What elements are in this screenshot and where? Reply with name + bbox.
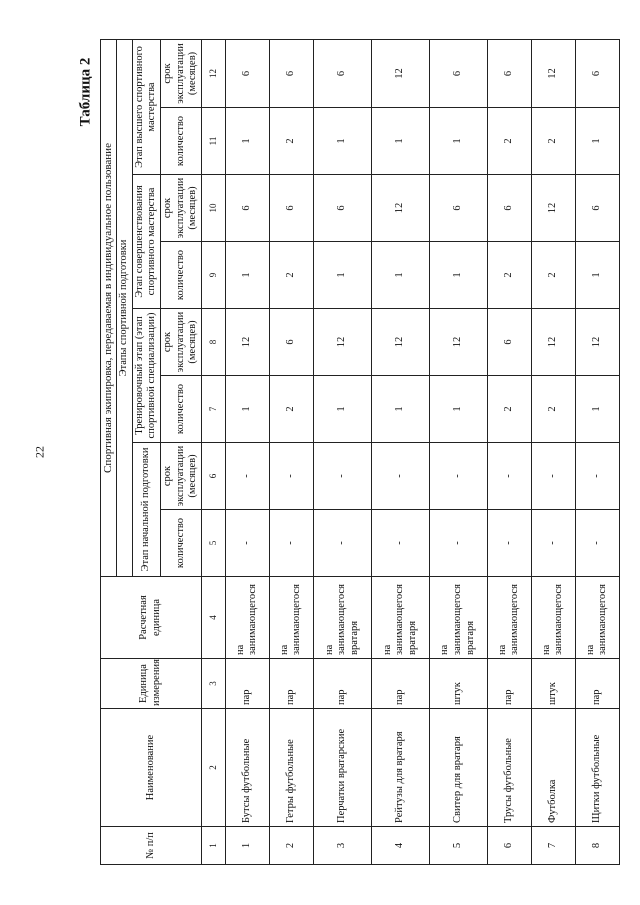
item-calc-unit: на занимающегося: [575, 577, 619, 659]
term-cell: 12: [371, 39, 429, 107]
quantity-cell: -: [575, 510, 619, 577]
term-cell: 6: [225, 39, 269, 107]
table-row: [487, 39, 531, 864]
quantity-cell: 1: [314, 242, 372, 309]
quantity-cell: -: [225, 510, 269, 577]
item-name: Футболка: [531, 709, 575, 827]
term-cell: 6: [487, 39, 531, 107]
page-number: 22: [32, 446, 47, 458]
header-qty: количество: [160, 510, 201, 577]
quantity-cell: 1: [429, 376, 487, 443]
item-name: Бутсы футбольные: [225, 709, 269, 827]
item-calc-unit: на занимающегося: [531, 577, 575, 659]
table-caption: Таблица 2: [77, 57, 94, 127]
table-row: [371, 39, 429, 864]
quantity-cell: 1: [371, 376, 429, 443]
header-term: срок эксплуатации (месяцев): [160, 175, 201, 242]
term-cell: 6: [429, 39, 487, 107]
quantity-cell: 2: [269, 376, 313, 443]
column-number: 7: [201, 376, 225, 443]
column-number: 11: [201, 108, 225, 175]
quantity-cell: 2: [531, 376, 575, 443]
item-unit: пар: [269, 659, 313, 709]
column-number: 10: [201, 175, 225, 242]
term-cell: 6: [225, 175, 269, 242]
header-qty: количество: [160, 108, 201, 175]
item-unit: штук: [531, 659, 575, 709]
item-name: Трусы футбольные: [487, 709, 531, 827]
item-calc-unit: на занимающегося: [487, 577, 531, 659]
column-number: 4: [201, 577, 225, 659]
equipment-table: [100, 39, 620, 865]
column-number: 9: [201, 242, 225, 309]
item-unit: пар: [575, 659, 619, 709]
column-number: 6: [201, 443, 225, 510]
item-name: Гетры футбольные: [269, 709, 313, 827]
header-stages-title: Этапы спортивной подготовки: [117, 39, 133, 576]
item-unit: пар: [314, 659, 372, 709]
table-body: [201, 39, 619, 864]
item-name: Перчатки вратарские: [314, 709, 372, 827]
quantity-cell: 1: [575, 108, 619, 175]
term-cell: 6: [269, 39, 313, 107]
quantity-cell: 1: [225, 376, 269, 443]
quantity-cell: 2: [269, 242, 313, 309]
table-row: [314, 39, 372, 864]
term-cell: 12: [531, 175, 575, 242]
header-no: № п/п: [101, 827, 202, 865]
term-cell: 6: [575, 175, 619, 242]
column-number-row: [201, 39, 225, 864]
column-number: 1: [201, 827, 225, 865]
item-unit: пар: [225, 659, 269, 709]
quantity-cell: 2: [531, 108, 575, 175]
item-unit: штук: [429, 659, 487, 709]
term-cell: -: [575, 443, 619, 510]
term-cell: 12: [531, 309, 575, 376]
quantity-cell: -: [269, 510, 313, 577]
item-calc-unit: на занимающегося вратаря: [429, 577, 487, 659]
quantity-cell: -: [314, 510, 372, 577]
row-number: 6: [487, 827, 531, 865]
quantity-cell: -: [429, 510, 487, 577]
row-number: 1: [225, 827, 269, 865]
column-number: 3: [201, 659, 225, 709]
quantity-cell: 1: [225, 242, 269, 309]
quantity-cell: 2: [487, 108, 531, 175]
quantity-cell: 1: [371, 108, 429, 175]
quantity-cell: 2: [269, 108, 313, 175]
header-stage-2: Тренировочный этап (этап спортивной специализации): [132, 309, 160, 443]
quantity-cell: 1: [225, 108, 269, 175]
item-calc-unit: на занимающегося: [269, 577, 313, 659]
header-calc-unit: Расчетная единица: [101, 577, 202, 659]
term-cell: 12: [575, 309, 619, 376]
item-name: Рейтузы для вратаря: [371, 709, 429, 827]
column-number: 5: [201, 510, 225, 577]
header-qty: количество: [160, 376, 201, 443]
term-cell: 12: [371, 175, 429, 242]
header-name: Наименование: [101, 709, 202, 827]
header-group-title: Спортивная экипировка, передаваемая в индивидуальное пользование: [101, 39, 117, 576]
quantity-cell: 1: [371, 242, 429, 309]
term-cell: -: [314, 443, 372, 510]
header-stage-1: Этап начальной подготовки: [132, 443, 160, 577]
term-cell: 6: [269, 309, 313, 376]
term-cell: 6: [314, 39, 372, 107]
term-cell: -: [269, 443, 313, 510]
quantity-cell: 1: [314, 376, 372, 443]
header-stage-4: Этап высшего спортивного мастерства: [132, 39, 160, 174]
item-unit: пар: [371, 659, 429, 709]
term-cell: 12: [531, 39, 575, 107]
row-number: 5: [429, 827, 487, 865]
quantity-cell: 2: [487, 376, 531, 443]
row-number: 2: [269, 827, 313, 865]
header-term: срок эксплуатации (месяцев): [160, 39, 201, 107]
header-unit: Единица измерения: [101, 659, 202, 709]
item-calc-unit: на занимающегося вратаря: [371, 577, 429, 659]
term-cell: 6: [269, 175, 313, 242]
term-cell: -: [487, 443, 531, 510]
table-row: [575, 39, 619, 864]
header-term: срок эксплуатации (месяцев): [160, 443, 201, 510]
row-number: 8: [575, 827, 619, 865]
term-cell: 6: [314, 175, 372, 242]
header-qty: количество: [160, 242, 201, 309]
table-row: [269, 39, 313, 864]
item-name: Свитер для вратаря: [429, 709, 487, 827]
table-row: [531, 39, 575, 864]
header-stage-3: Этап совершенствования спортивного мастерства: [132, 175, 160, 309]
term-cell: 12: [314, 309, 372, 376]
term-cell: 12: [429, 309, 487, 376]
item-unit: пар: [487, 659, 531, 709]
term-cell: 12: [225, 309, 269, 376]
quantity-cell: 2: [487, 242, 531, 309]
header-term: срок эксплуатации (месяцев): [160, 309, 201, 376]
quantity-cell: -: [371, 510, 429, 577]
quantity-cell: 1: [314, 108, 372, 175]
row-number: 7: [531, 827, 575, 865]
quantity-cell: 1: [575, 376, 619, 443]
quantity-cell: -: [487, 510, 531, 577]
table-row: [225, 39, 269, 864]
row-number: 3: [314, 827, 372, 865]
term-cell: 6: [575, 39, 619, 107]
term-cell: -: [531, 443, 575, 510]
quantity-cell: 1: [429, 242, 487, 309]
quantity-cell: 2: [531, 242, 575, 309]
quantity-cell: 1: [575, 242, 619, 309]
term-cell: -: [225, 443, 269, 510]
term-cell: 6: [487, 175, 531, 242]
item-calc-unit: на занимающегося вратаря: [314, 577, 372, 659]
equipment-table-wrapper: [100, 40, 620, 865]
item-name: Щитки футбольные: [575, 709, 619, 827]
column-number: 12: [201, 39, 225, 107]
row-number: 4: [371, 827, 429, 865]
quantity-cell: 1: [429, 108, 487, 175]
column-number: 8: [201, 309, 225, 376]
term-cell: 6: [487, 309, 531, 376]
column-number: 2: [201, 709, 225, 827]
term-cell: 6: [429, 175, 487, 242]
term-cell: -: [371, 443, 429, 510]
table-row: [429, 39, 487, 864]
quantity-cell: -: [531, 510, 575, 577]
item-calc-unit: на занимающегося: [225, 577, 269, 659]
term-cell: -: [429, 443, 487, 510]
term-cell: 12: [371, 309, 429, 376]
